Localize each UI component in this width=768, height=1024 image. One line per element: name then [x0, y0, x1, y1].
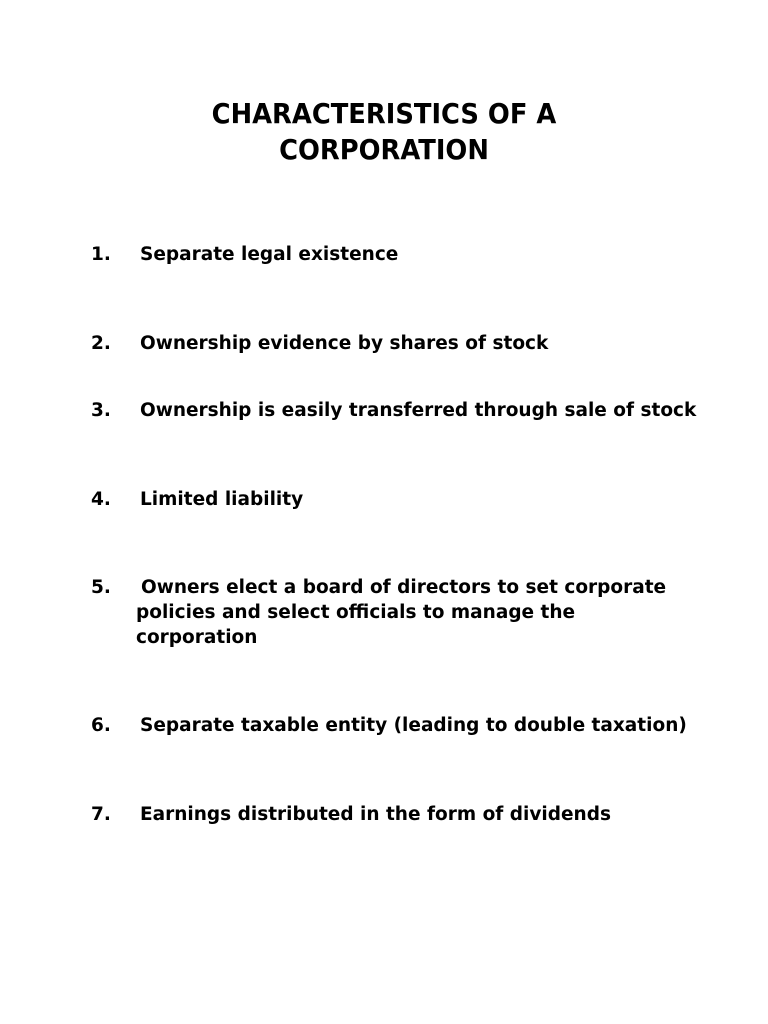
list-item-number: 3. [91, 400, 111, 421]
list-item-number: 7. [91, 804, 111, 825]
list-item-number: 2. [91, 333, 111, 354]
list-item-text: Separate taxable entity (leading to double taxation) [140, 715, 687, 736]
list-item-text [136, 575, 756, 650]
page-title-line-2: CORPORATION [279, 133, 489, 166]
list-item-number: 6. [91, 715, 111, 736]
list-item-text-line: Owners elect a board of directors to set corporate [141, 577, 667, 598]
list-item-text: Earnings distributed in the form of dividends [140, 804, 611, 825]
list-item-text-line: corporation [136, 627, 258, 648]
list-item-number: 1. [91, 244, 111, 265]
page-title-line-1: CHARACTERISTICS OF A [211, 97, 557, 130]
list-item-number: 4. [91, 489, 111, 510]
list-item-text: Separate legal existence [140, 244, 399, 265]
list-item-text: Ownership is easily transferred through sale of stock [140, 400, 697, 421]
list-item-text: Limited liability [140, 489, 304, 510]
page-title [31, 96, 738, 168]
list-item-text: Ownership evidence by shares of stock [140, 333, 549, 354]
list-item-text-line: policies and select officials to manage the [136, 602, 576, 623]
list-item-number: 5. [91, 577, 111, 598]
